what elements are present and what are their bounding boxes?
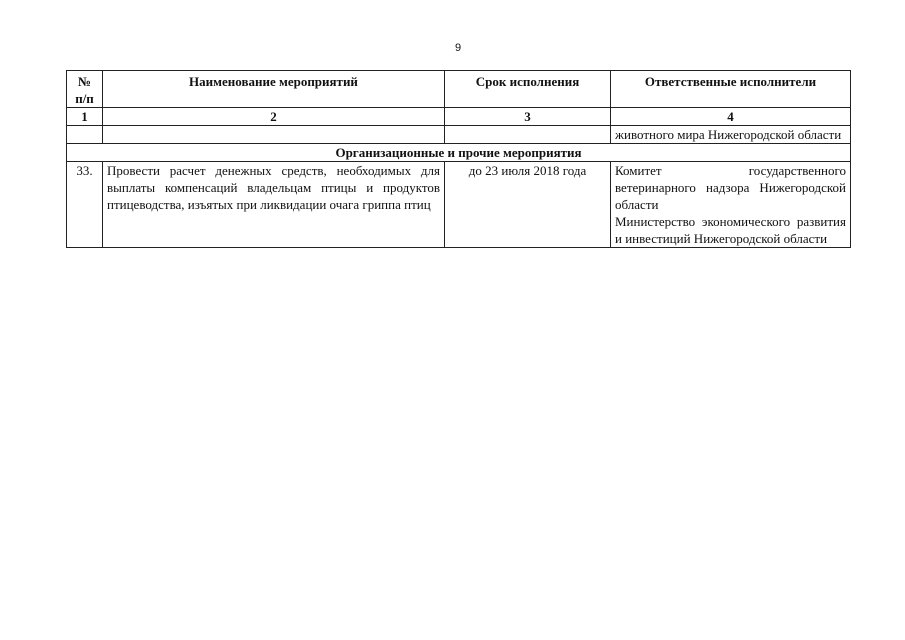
header-num: № п/п (67, 71, 103, 108)
column-index-row (67, 108, 851, 126)
continued-name-cell (103, 126, 445, 144)
row-name: Провести расчет денежных средств, необходимых для выплаты компенсаций владельцам птицы и продуктов птицеводства, изъятых при ликвидации очага гриппа птиц (103, 162, 445, 248)
continued-row (67, 126, 851, 144)
column-index-1: 1 (67, 108, 103, 126)
page-number: 9 (454, 42, 462, 54)
header-name: Наименование мероприятий (103, 71, 445, 108)
column-index-4: 4 (611, 108, 851, 126)
table-row (67, 162, 851, 248)
section-row (67, 144, 851, 162)
continued-responsible-cell: животного мира Нижегородской области (611, 126, 851, 144)
row-responsible (611, 162, 851, 248)
continued-num-cell (67, 126, 103, 144)
continued-term-cell (445, 126, 611, 144)
events-table (66, 70, 851, 248)
column-index-3: 3 (445, 108, 611, 126)
responsible-2: Министерство экономического развития и инвестиций Нижегородской области (615, 214, 846, 246)
row-num: 33. (67, 162, 103, 248)
responsible-1: Комитет государственного ветеринарного надзора Нижегородской области (615, 163, 846, 212)
header-term: Срок исполнения (445, 71, 611, 108)
column-index-2: 2 (103, 108, 445, 126)
row-term: до 23 июля 2018 года (445, 162, 611, 248)
header-responsible: Ответственные исполнители (611, 71, 851, 108)
table-header-row (67, 71, 851, 108)
section-title: Организационные и прочие мероприятия (67, 144, 851, 162)
